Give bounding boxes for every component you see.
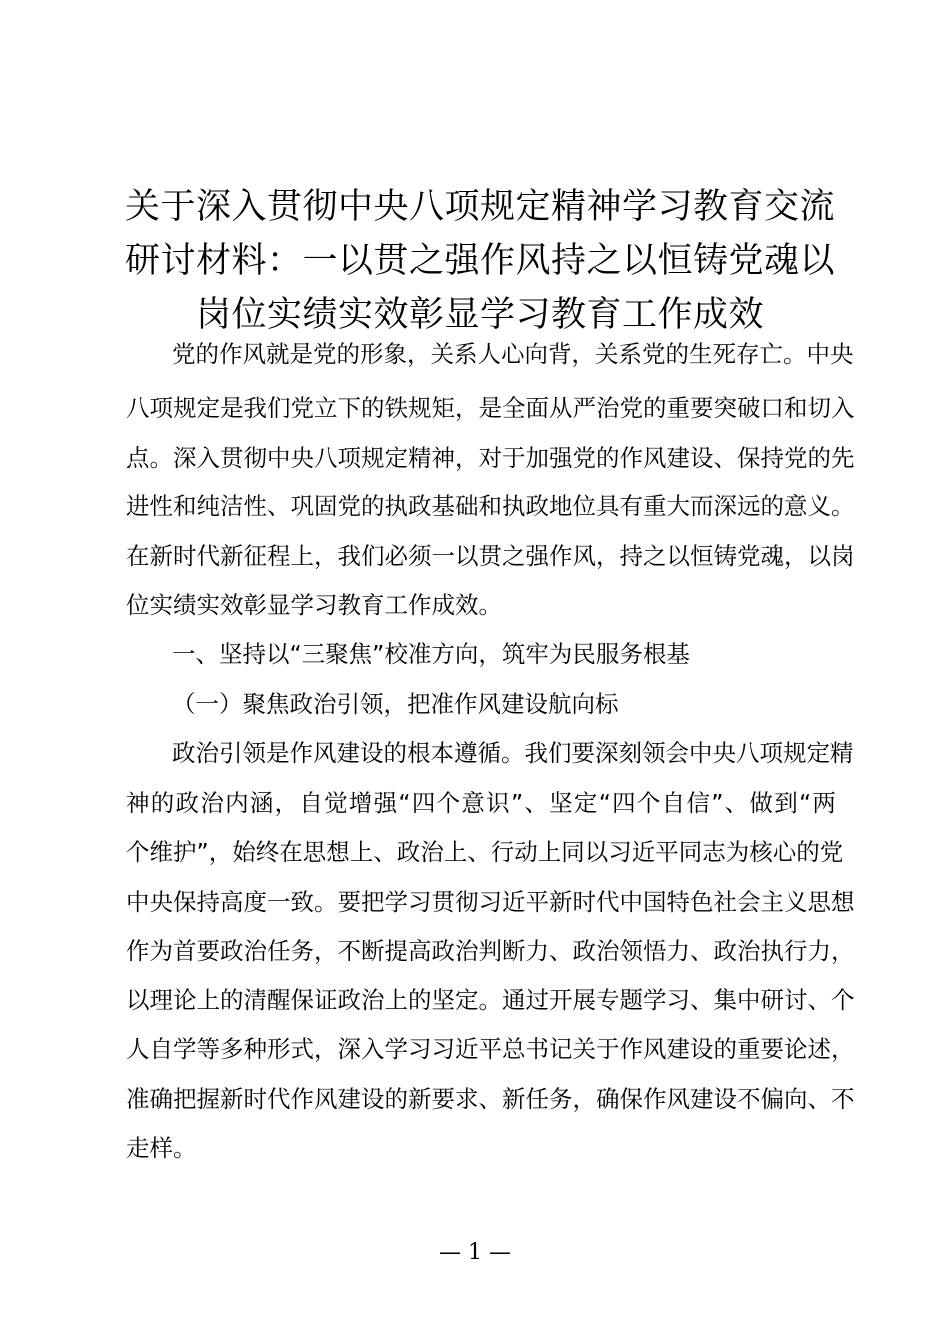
subsection-heading: （一）聚焦政治引领，把准作风建设航向标 — [172, 690, 619, 718]
paragraph-line: 作 为 首 要 政 治 任 务 ， 不 断 提 高 政 治 判 断 力 、 政 治 领 悟 力 、 政 治 执 行 力 ， — [126, 937, 855, 965]
title-line-1: 关于深入贯彻中央八项规定精神学习教育交流 — [124, 187, 835, 227]
section-heading: 一、坚持以“三聚焦”校准方向，筑牢为民服务根基 — [172, 640, 690, 668]
title-line-2: 研讨材料：一以贯之强作风持之以恒铸党魂以 — [124, 241, 835, 281]
title-line-3: 岗位实绩实效彰显学习教育工作成效 — [195, 295, 764, 335]
paragraph-line: 准 确 把 握 新 时 代 作 风 建 设 的 新 要 求 、 新 任 务 ， 确 保 作 风 建 设 不 偏 向 、 不 — [126, 1085, 855, 1113]
paragraph-line: 神 的 政 治 内 涵 ， 自 觉 增 强 “ 四 个 意 识 ” 、 坚 定 “ 四 个 自 信 ” 、 做 到 “ 两 — [126, 789, 836, 817]
intro-line: 在 新 时 代 新 征 程 上 ， 我 们 必 须 一 以 贯 之 强 作 风 ， 持 之 以 恒 铸 党 魂 ， 以 岗 — [126, 542, 855, 570]
paragraph-line: 走样。 — [126, 1134, 197, 1162]
paragraph-line: 个 维 护 ” ， 始 终 在 思 想 上 、 政 治 上 、 行 动 上 同 以 习 近 平 同 志 为 核 心 的 党 — [126, 838, 844, 866]
document-title — [120, 180, 840, 342]
intro-line: 点 。 深 入 贯 彻 中 央 八 项 规 定 精 神 ， 对 于 加 强 党 的 作 风 建 设 、 保 持 党 的 先 — [126, 444, 855, 472]
intro-line: 进 性 和 纯 洁 性 、 巩 固 党 的 执 政 基 础 和 执 政 地 位 具 有 重 大 而 深 远 的 意 义 。 — [126, 492, 855, 520]
paragraph-line: 人 自 学 等 多 种 形 式 ， 深 入 学 习 习 近 平 总 书 记 关 于 作 风 建 设 的 重 要 论 述 ， — [126, 1035, 855, 1063]
intro-line: 党 的 作 风 就 是 党 的 形 象 ， 关 系 人 心 向 背 ， 关 系 党 的 生 死 存 亡 。 中 央 — [172, 340, 854, 368]
intro-line: 位实绩实效彰显学习教育工作成效。 — [126, 591, 502, 619]
paragraph-line: 政 治 引 领 是 作 风 建 设 的 根 本 遵 循 。 我 们 要 深 刻 领 会 中 央 八 项 规 定 精 — [172, 739, 854, 767]
page-number: — 1 — — [439, 1240, 511, 1265]
paragraph-line: 中 央 保 持 高 度 一 致 。 要 把 学 习 贯 彻 习 近 平 新 时 代 中 国 特 色 社 会 主 义 思 想 — [126, 888, 855, 916]
paragraph-line: 以 理 论 上 的 清 醒 保 证 政 治 上 的 坚 定 。 通 过 开 展 专 题 学 习 、 集 中 研 讨 、 个 — [126, 986, 855, 1014]
intro-line: 八 项 规 定 是 我 们 党 立 下 的 铁 规 矩 ， 是 全 面 从 严 治 党 的 重 要 突 破 口 和 切 入 — [126, 394, 855, 422]
